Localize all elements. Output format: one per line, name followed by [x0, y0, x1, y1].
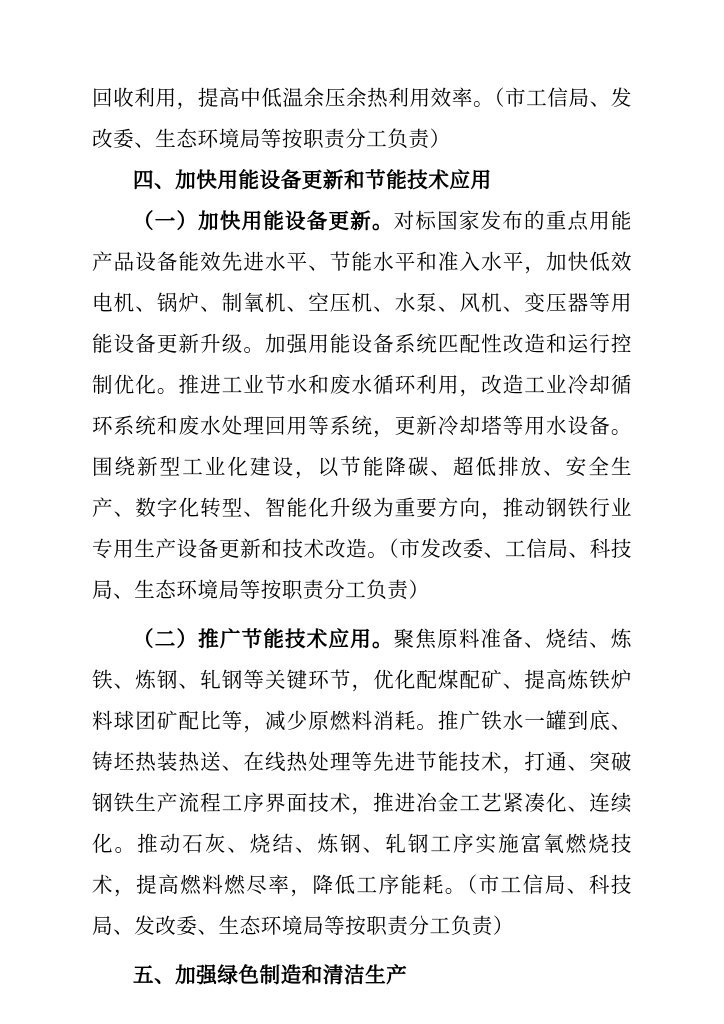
paragraph-continued: 回收利用，提高中低温余压余热利用效率。（市工信局、发改委、生态环境局等按职责分工负责）: [92, 86, 632, 151]
subsection-lead-4-2: （二）推广节能技术应用。: [133, 627, 394, 651]
paragraph-gap-2: [92, 947, 632, 955]
section-heading-five: 五、加强绿色制造和清洁生产: [133, 963, 408, 987]
paragraph-gap: [92, 611, 632, 619]
subsection-lead-4-1: （一）加快用能设备更新。: [133, 209, 394, 233]
subsection-body-4-2: 聚焦原料准备、烧结、炼铁、炼钢、轧钢等关键环节，优化配煤配矿、提高炼铁炉料球团矿配比等，减少原燃料消耗。推广铁水一罐到底、铸坯热装热送、在线热处理等先进节能技术，打通、突破钢铁生产流程工序界面技术，推进冶金工艺紧凑化、连续化。推动石灰、烧结、炼钢、轧钢工序实施富氧燃烧技术，提高燃料燃尽率，降低工序能耗。（市工信局、科技局、发改委、生态环境局等按职责分工负责）: [92, 627, 632, 938]
section-heading-four: 四、加快用能设备更新和节能技术应用: [133, 168, 492, 192]
paragraph-section-4-1: [92, 201, 632, 611]
paragraph-section-4-2: [92, 619, 632, 947]
document-body: [92, 78, 632, 996]
subsection-body-4-1: 对标国家发布的重点用能产品设备能效先进水平、节能水平和准入水平，加快低效电机、锅炉、制氧机、空压机、水泵、风机、变压器等用能设备更新升级。加强用能设备系统匹配性改造和运行控制优化。推进工业节水和废水循环利用，改造工业冷却循环系统和废水处理回用等系统，更新冷却塔等用水设备。围绕新型工业化建设，以节能降碳、超低排放、安全生产、数字化转型、智能化升级为重要方向，推动钢铁行业专用生产设备更新和技术改造。（市发改委、工信局、科技局、生态环境局等按职责分工负责）: [92, 209, 632, 602]
